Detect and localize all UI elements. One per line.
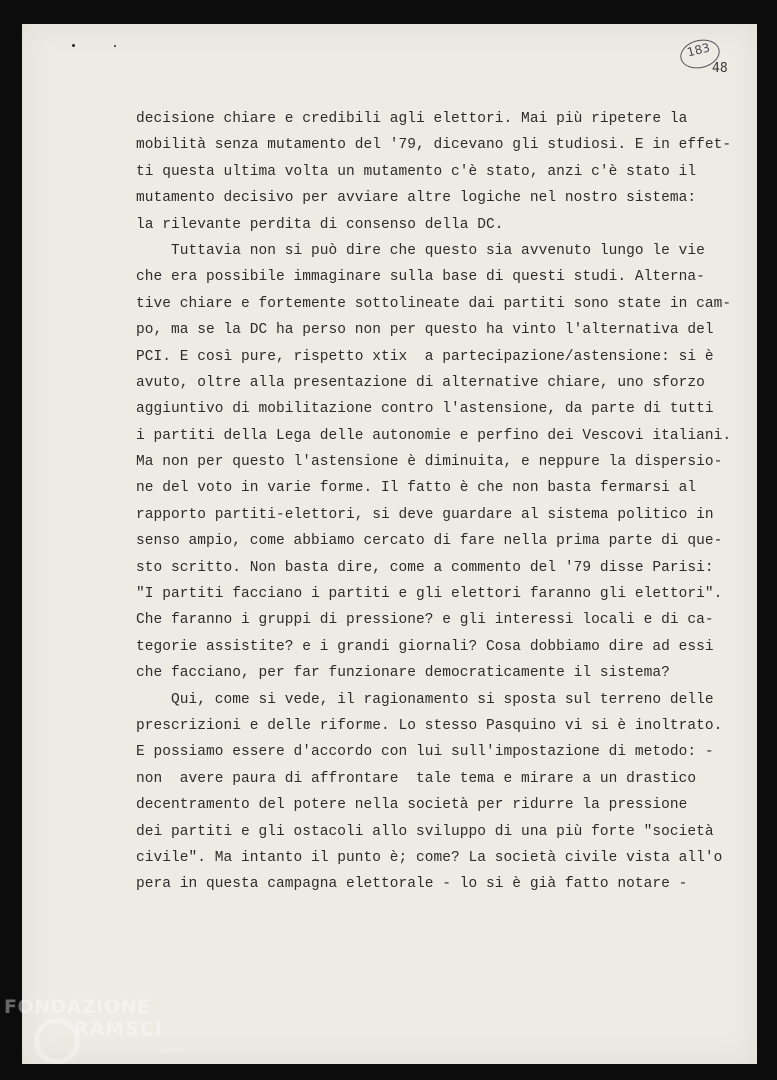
text-line: che era possibile immaginare sulla base di questi studi. Alterna-	[136, 269, 705, 286]
text-line: Che faranno i gruppi di pressione? e gli interessi locali e di ca-	[136, 612, 714, 629]
text-line: non avere paura di affrontare tale tema e mirare a un drastico	[136, 770, 697, 787]
archive-folio-number: 183	[685, 40, 712, 60]
text-line: mobilità senza mutamento del '79, dicevano gli studiosi. E in effet-	[136, 137, 732, 154]
text-line: senso ampio, come abbiamo cercato di fare nella prima parte di que-	[136, 533, 723, 550]
text-line: Qui, come si vede, il ragionamento si sposta sul terreno delle	[136, 691, 714, 708]
text-line: decisione chiare e credibili agli elettori. Mai più ripetere la	[136, 111, 688, 127]
page-number: 48	[712, 61, 728, 76]
text-line: dei partiti e gli ostacoli allo sviluppo di una più forte "società	[136, 823, 714, 840]
fondazione-gramsci-watermark	[4, 996, 184, 1076]
text-line: prescrizioni e delle riforme. Lo stesso Pasquino vi si è inoltrato.	[136, 717, 723, 734]
watermark-suffix: onlus	[160, 1046, 185, 1056]
text-line: ne del voto in varie forme. Il fatto è che non basta fermarsi al	[136, 480, 697, 497]
text-line: Ma non per questo l'astensione è diminuita, e neppure la dispersio-	[136, 454, 723, 471]
text-line: la rilevante perdita di consenso della DC.	[136, 216, 504, 233]
text-line: aggiuntivo di mobilitazione contro l'astensione, da parte di tutti	[136, 401, 714, 418]
punch-hole-mark	[114, 45, 116, 47]
text-line: sto scritto. Non basta dire, come a commento del '79 disse Parisi:	[136, 559, 714, 576]
text-line: mutamento decisivo per avviare altre logiche nel nostro sistema:	[136, 190, 697, 207]
text-line: "I partiti facciano i partiti e gli elettori faranno gli elettori".	[136, 586, 723, 603]
text-line: decentramento del potere nella società per ridurre la pressione	[136, 797, 688, 814]
watermark-line-2: RAMSCI	[74, 1018, 163, 1040]
text-line: pera in questa campagna elettorale - lo si è già fatto notare -	[136, 876, 688, 893]
text-line: i partiti della Lega delle autonomie e perfino dei Vescovi italiani.	[136, 427, 732, 444]
document-page	[22, 24, 757, 1064]
text-line: rapporto partiti-elettori, si deve guardare al sistema politico in	[136, 506, 714, 523]
text-line: civile". Ma intanto il punto è; come? La società civile vista all'o	[136, 849, 723, 866]
text-line: tive chiare e fortemente sottolineate dai partiti sono state in cam-	[136, 295, 732, 312]
text-line: E possiamo essere d'accordo con lui sull'impostazione di metodo: -	[136, 744, 714, 761]
text-line: che facciano, per far funzionare democraticamente il sistema?	[136, 665, 670, 682]
text-line: po, ma se la DC ha perso non per questo ha vinto l'alternativa del	[136, 322, 714, 339]
watermark-line-1: FONDAZIONE	[4, 996, 151, 1018]
typewritten-text	[136, 106, 754, 898]
text-line: Tuttavia non si può dire che questo sia avvenuto lungo le vie	[136, 242, 705, 259]
punch-hole-mark	[72, 44, 75, 47]
text-line: tegorie assistite? e i grandi giornali? Cosa dobbiamo dire ad essi	[136, 638, 714, 655]
text-line: ti questa ultima volta un mutamento c'è stato, anzi c'è stato il	[136, 163, 697, 180]
text-line: PCI. E così pure, rispetto xtix a partecipazione/astensione: si è	[136, 348, 714, 365]
text-line: avuto, oltre alla presentazione di alternative chiare, uno sforzo	[136, 374, 705, 391]
